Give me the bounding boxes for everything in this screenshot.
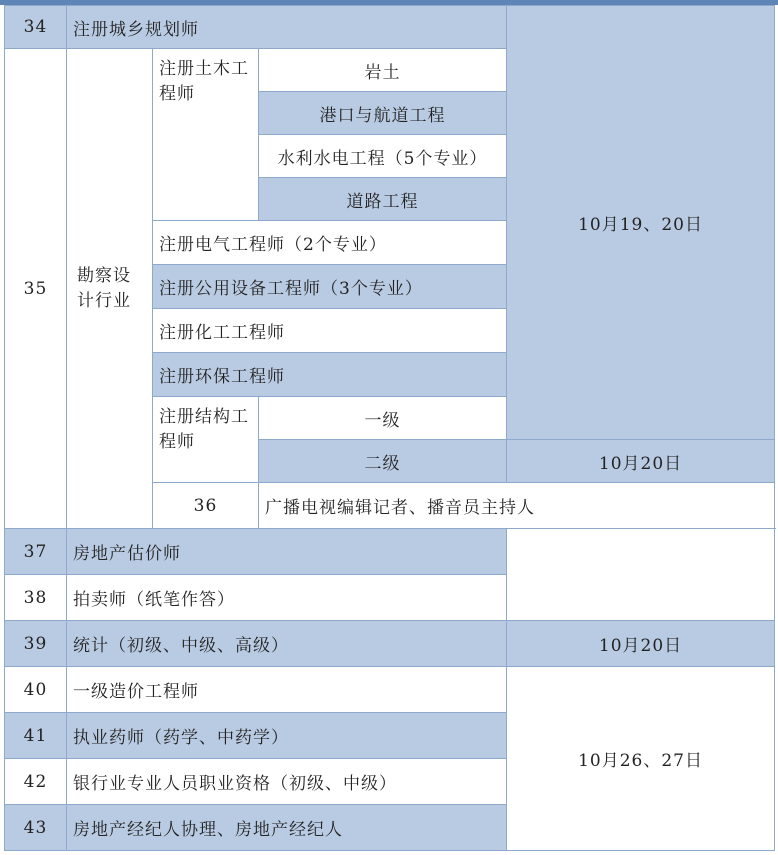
row-number: 34 [5, 6, 67, 49]
civil-sub-hydraulic: 水利水电工程（5个专业） [259, 135, 507, 178]
row-number: 40 [5, 667, 67, 713]
exam-name: 注册城乡规划师 [67, 6, 507, 49]
row-number: 42 [5, 759, 67, 805]
civil-sub-geotechnical: 岩土 [259, 49, 507, 92]
exam-name: 统计（初级、中级、高级） [67, 621, 507, 667]
exam-name: 广播电视编辑记者、播音员主持人 [259, 483, 775, 529]
civil-sub-road: 道路工程 [259, 178, 507, 221]
civil-sub-port-waterway: 港口与航道工程 [259, 92, 507, 135]
electrical-engineer: 注册电气工程师（2个专业） [153, 221, 507, 265]
exam-date: 10月20日 [507, 440, 775, 483]
table-row-38 [5, 575, 775, 621]
chemical-engineer: 注册化工工程师 [153, 309, 507, 353]
civil-engineer-label: 注册土木工程师 [153, 49, 259, 221]
row-number: 38 [5, 575, 67, 621]
exam-name: 拍卖师（纸笔作答） [67, 575, 507, 621]
exam-name: 一级造价工程师 [67, 667, 507, 713]
table-row-37 [5, 529, 775, 575]
exam-name: 银行业专业人员职业资格（初级、中级） [67, 759, 507, 805]
row-number: 43 [5, 805, 67, 851]
structural-level-1: 一级 [259, 397, 507, 440]
industry-label: 勘察设计行业 [67, 49, 153, 529]
exam-name: 房地产经纪人协理、房地产经纪人 [67, 805, 507, 851]
structural-engineer-label: 注册结构工程师 [153, 397, 259, 483]
exam-date: 10月26、27日 [507, 667, 775, 851]
environmental-engineer: 注册环保工程师 [153, 353, 507, 397]
exam-name: 执业药师（药学、中药学） [67, 713, 507, 759]
exam-schedule-table [4, 5, 775, 851]
row-number: 39 [5, 621, 67, 667]
row-number: 41 [5, 713, 67, 759]
exam-name: 房地产估价师 [67, 529, 507, 575]
structural-level-2: 二级 [259, 440, 507, 483]
table-row-40 [5, 667, 775, 713]
row-number: 36 [153, 483, 259, 529]
exam-date: 10月19、20日 [507, 6, 775, 440]
table-row-34 [5, 6, 775, 49]
exam-date: 10月20日 [507, 621, 775, 667]
utility-engineer: 注册公用设备工程师（3个专业） [153, 265, 507, 309]
row-number: 37 [5, 529, 67, 575]
row-number: 35 [5, 49, 67, 529]
table-row-39 [5, 621, 775, 667]
